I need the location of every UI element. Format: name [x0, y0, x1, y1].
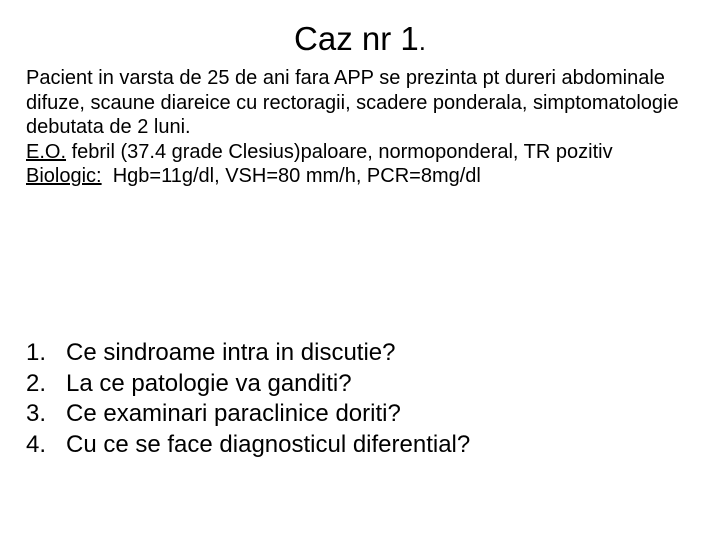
question-text: Ce examinari paraclinice doriti?: [66, 400, 401, 427]
slide-title: [0, 18, 720, 62]
question-number: 4.: [26, 430, 47, 458]
question-item: [26, 369, 706, 400]
case-history-paragraph: Pacient in varsta de 25 de ani fara APP se prezinta pt dureri abdominale difuze, scaune diareice cu rectoragii, scadere ponderala, simptomatologie debutata de 2 luni.: [26, 67, 679, 139]
question-number: 2.: [26, 369, 47, 397]
question-item: [26, 399, 706, 430]
question-number: 1.: [26, 339, 47, 366]
slide-title-dot: .: [418, 26, 426, 56]
question-text: La ce patologie va ganditi?: [66, 369, 352, 397]
lab-results-label: Biologic:: [26, 165, 102, 188]
question-text: Cu ce se face diagnosticul diferential?: [66, 430, 471, 458]
lab-results-text: Hgb=11g/dl, VSH=80 mm/h, PCR=8mg/dl: [101, 165, 481, 188]
lab-results-paragraph: [26, 164, 706, 189]
case-description: [26, 66, 706, 189]
clinical-exam-label: E.O.: [26, 140, 67, 163]
question-item: [26, 338, 706, 369]
question-item: [26, 430, 706, 461]
clinical-exam-paragraph: [26, 140, 706, 165]
clinical-exam-text: febril (37.4 grade Clesius)paloare, normoponderal, TR pozitiv: [66, 140, 613, 163]
question-list: [26, 338, 706, 460]
question-number: 3.: [26, 400, 47, 427]
question-text: Ce sindroame intra in discutie?: [66, 339, 396, 366]
slide-title-text: Caz nr 1: [294, 20, 419, 57]
